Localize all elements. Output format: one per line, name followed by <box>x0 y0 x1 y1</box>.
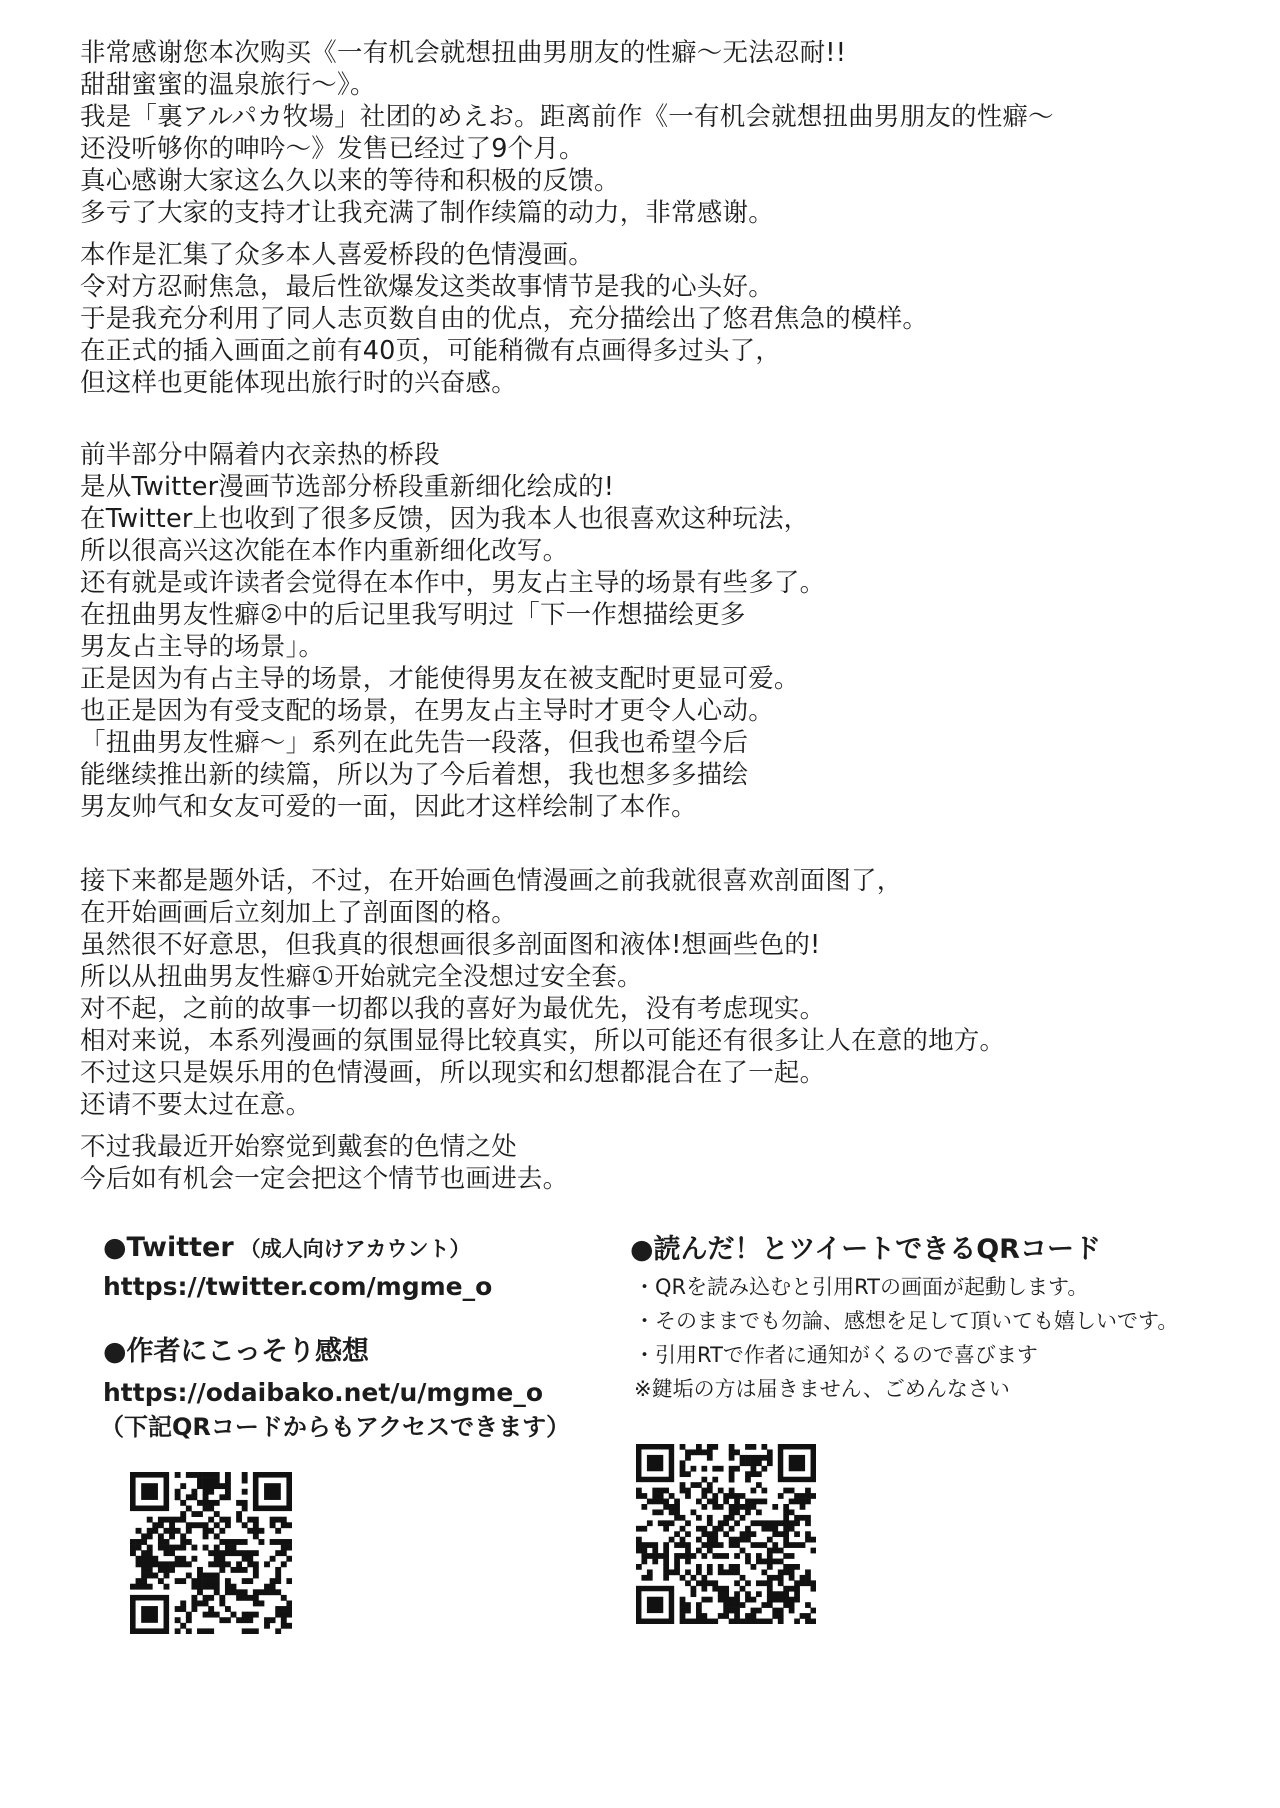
twitter-heading <box>103 1232 470 1265</box>
text-line: 「扭曲男友性癖～」系列在此先告一段落，但我也希望今后 <box>80 728 749 758</box>
text-line: 前半部分中隔着内衣亲热的桥段 <box>80 440 440 470</box>
text-line: 令对方忍耐焦急，最后性欲爆发这类故事情节是我的心头好。 <box>80 272 774 302</box>
text-line: 于是我充分利用了同人志页数自由的优点，充分描绘出了悠君焦急的模样。 <box>80 304 929 334</box>
text-line: 还没听够你的呻吟～》发售已经过了9个月。 <box>80 134 585 164</box>
tweet-qr-note: ・QRを読み込むと引用RTの画面が起動します。 <box>634 1275 1089 1299</box>
text-line: 也正是因为有受支配的场景，在男友占主导时才更令人心动。 <box>80 696 774 726</box>
text-line: 所以很高兴这次能在本作内重新细化改写。 <box>80 536 569 566</box>
tweet-qr-note: ・そのままでも勿論、感想を足して頂いても嬉しいです。 <box>634 1309 1179 1333</box>
odaibako-url[interactable]: https://odaibako.net/u/mgme_o <box>103 1378 544 1407</box>
text-line: 接下来都是题外话，不过，在开始画色情漫画之前我就很喜欢剖面图了， <box>80 866 903 896</box>
text-line: 正是因为有占主导的场景，才能使得男友在被支配时更显可爱。 <box>80 664 800 694</box>
text-line: 在正式的插入画面之前有40页，可能稍微有点画得多过头了， <box>80 336 782 366</box>
odaibako-heading: ●作者にこっそり感想 <box>103 1336 370 1367</box>
text-line: 多亏了大家的支持才让我充满了制作续篇的动力，非常感谢。 <box>80 198 774 228</box>
text-line: 在开始画画后立刻加上了剖面图的格。 <box>80 898 517 928</box>
text-line: 是从Twitter漫画节选部分桥段重新细化绘成的! <box>80 472 615 502</box>
text-line: 相对来说，本系列漫画的氛围显得比较真实，所以可能还有很多让人在意的地方。 <box>80 1026 1006 1056</box>
text-line: 还请不要太过在意。 <box>80 1090 312 1120</box>
text-line: 甜甜蜜蜜的温泉旅行～》。 <box>80 70 376 100</box>
text-line: 对不起，之前的故事一切都以我的喜好为最优先，没有考虑现实。 <box>80 994 826 1024</box>
text-line: 男友帅气和女友可爱的一面，因此才这样绘制了本作。 <box>80 792 697 822</box>
text-line: 真心感谢大家这么久以来的等待和积极的反馈。 <box>80 166 620 196</box>
text-line: 本作是汇集了众多本人喜爱桥段的色情漫画。 <box>80 240 595 270</box>
twitter-account-note: （成人向けアカウント） <box>239 1237 471 1261</box>
text-line: 所以从扭曲男友性癖①开始就完全没想过安全套。 <box>80 962 643 992</box>
tweet-qr-note: ※鍵垢の方は届きません、ごめんなさい <box>634 1377 1010 1401</box>
tweet-qr-heading: ●読んだ！とツイートできるQRコード <box>630 1234 1101 1265</box>
text-line: 但这样也更能体现出旅行时的兴奋感。 <box>80 368 517 398</box>
text-line: 还有就是或许读者会觉得在本作中，男友占主导的场景有些多了。 <box>80 568 826 598</box>
odaibako-qr-code[interactable] <box>130 1472 292 1634</box>
text-line: 我是「裏アルパカ牧場」社团的めえお。距离前作《一有机会就想扭曲男朋友的性癖～ <box>80 102 1054 132</box>
twitter-heading-label: ●Twitter <box>103 1232 234 1263</box>
text-line: 非常感谢您本次购买《一有机会就想扭曲男朋友的性癖～无法忍耐!! <box>80 38 847 68</box>
text-line: 在Twitter上也收到了很多反馈，因为我本人也很喜欢这种玩法， <box>80 504 810 534</box>
tweet-qr-code[interactable] <box>636 1444 816 1624</box>
tweet-qr-note: ・引用RTで作者に通知がくるので喜びます <box>634 1343 1038 1367</box>
text-line: 能继续推出新的续篇，所以为了今后着想，我也想多多描绘 <box>80 760 749 790</box>
odaibako-note: （下記QRコードからもアクセスできます） <box>100 1413 571 1441</box>
text-line: 在扭曲男友性癖②中的后记里我写明过「下一作想描绘更多 <box>80 600 746 630</box>
text-line: 虽然很不好意思，但我真的很想画很多剖面图和液体!想画些色的! <box>80 930 821 960</box>
text-line: 男友占主导的场景」。 <box>80 632 325 662</box>
text-line: 不过我最近开始察觉到戴套的色情之处 <box>80 1132 517 1162</box>
text-line: 不过这只是娱乐用的色情漫画，所以现实和幻想都混合在了一起。 <box>80 1058 826 1088</box>
text-line: 今后如有机会一定会把这个情节也画进去。 <box>80 1164 569 1194</box>
twitter-url[interactable]: https://twitter.com/mgme_o <box>103 1272 493 1301</box>
